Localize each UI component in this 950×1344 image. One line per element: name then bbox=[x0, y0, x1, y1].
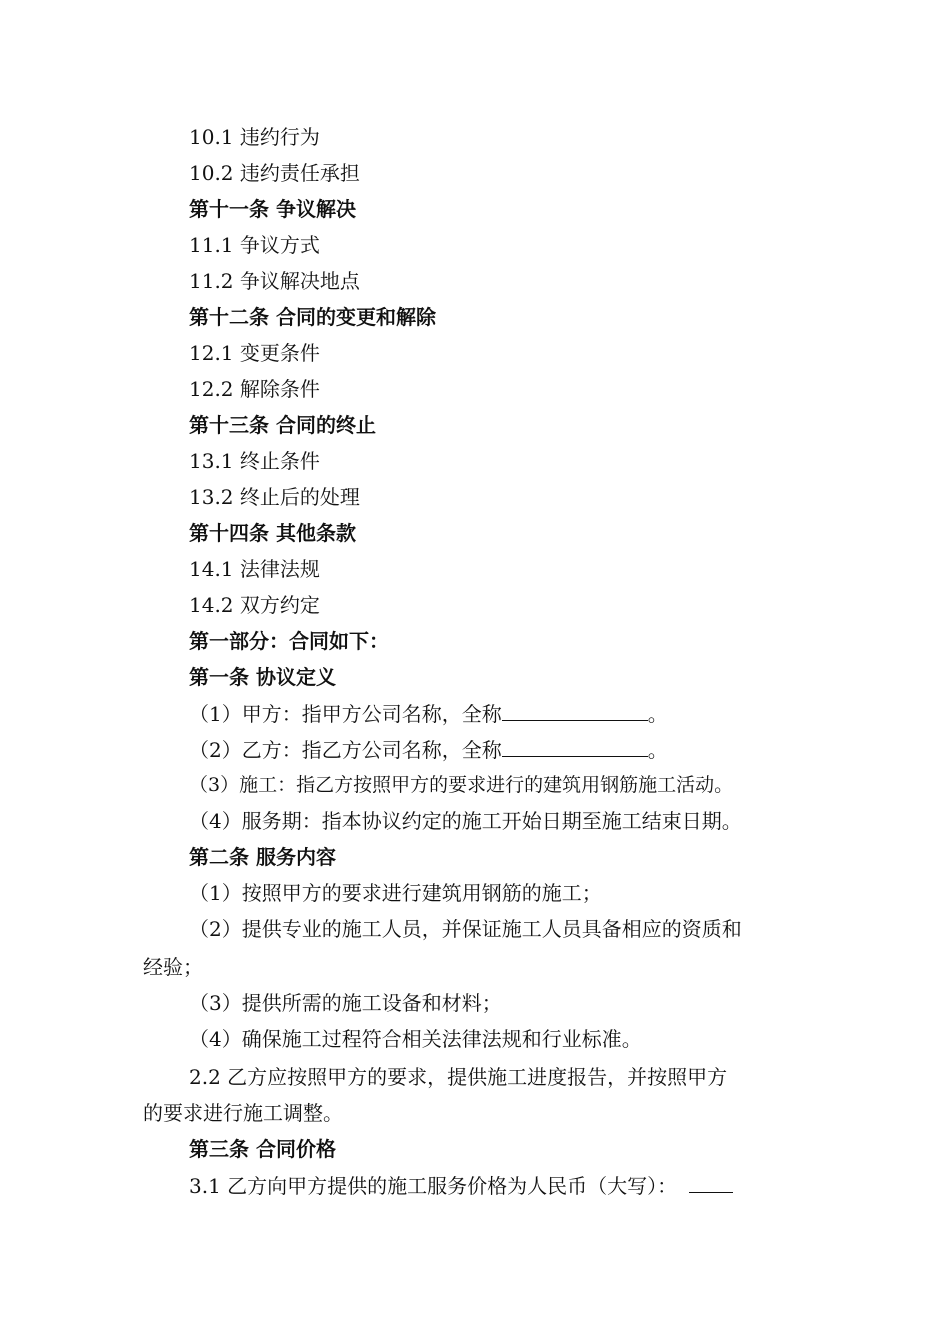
article-3-heading: 第三条 合同价格 bbox=[189, 1137, 336, 1161]
service-item-1: （1）按照甲方的要求进行建筑用钢筋的施工； bbox=[189, 881, 602, 905]
article-2-heading: 第二条 服务内容 bbox=[189, 845, 336, 869]
clause-10-1: 10.1 违约行为 bbox=[189, 125, 320, 149]
part-one-heading: 第一部分：合同如下： bbox=[189, 629, 389, 653]
definition-service-period: （4）服务期：指本协议约定的施工开始日期至施工结束日期。 bbox=[189, 809, 742, 833]
clause-11-1: 11.1 争议方式 bbox=[189, 233, 320, 257]
definition-construction: （3）施工：指乙方按照甲方的要求进行的建筑用钢筋施工活动。 bbox=[189, 774, 734, 796]
definition-party-a-text: （1）甲方：指甲方公司名称，全称 bbox=[189, 702, 502, 726]
clause-10-2: 10.2 违约责任承担 bbox=[189, 161, 360, 185]
clause-14-2: 14.2 双方约定 bbox=[189, 593, 320, 617]
clause-3-1 bbox=[189, 1172, 733, 1199]
clause-12-2: 12.2 解除条件 bbox=[189, 377, 320, 401]
article-1-heading: 第一条 协议定义 bbox=[189, 665, 336, 689]
price-uppercase-blank[interactable] bbox=[689, 1172, 733, 1193]
clause-14-1: 14.1 法律法规 bbox=[189, 557, 320, 581]
clause-13-1: 13.1 终止条件 bbox=[189, 449, 320, 473]
service-item-3: （3）提供所需的施工设备和材料； bbox=[189, 991, 502, 1015]
clause-2-2: 2.2 乙方应按照甲方的要求，提供施工进度报告，并按照甲方 bbox=[189, 1065, 728, 1089]
party-a-name-blank[interactable] bbox=[502, 700, 648, 721]
service-item-2-continued: 经验； bbox=[143, 955, 203, 979]
article-11-heading: 第十一条 争议解决 bbox=[189, 197, 356, 221]
article-13-heading: 第十三条 合同的终止 bbox=[189, 413, 376, 437]
clause-13-2: 13.2 终止后的处理 bbox=[189, 485, 360, 509]
service-item-4: （4）确保施工过程符合相关法律法规和行业标准。 bbox=[189, 1027, 642, 1051]
definition-party-a bbox=[189, 700, 668, 727]
definition-party-b bbox=[189, 736, 668, 763]
clause-12-1: 12.1 变更条件 bbox=[189, 341, 320, 365]
article-12-heading: 第十二条 合同的变更和解除 bbox=[189, 305, 436, 329]
definition-party-b-text: （2）乙方：指乙方公司名称，全称 bbox=[189, 738, 502, 762]
party-b-name-blank[interactable] bbox=[502, 736, 648, 757]
clause-2-2-continued: 的要求进行施工调整。 bbox=[143, 1101, 343, 1125]
article-14-heading: 第十四条 其他条款 bbox=[189, 521, 356, 545]
definition-party-a-end: 。 bbox=[647, 702, 668, 726]
clause-11-2: 11.2 争议解决地点 bbox=[189, 269, 360, 293]
clause-3-1-text: 3.1 乙方向甲方提供的施工服务价格为人民币（大写）： bbox=[189, 1174, 678, 1198]
definition-party-b-end: 。 bbox=[647, 738, 668, 762]
service-item-2: （2）提供专业的施工人员，并保证施工人员具备相应的资质和 bbox=[189, 917, 742, 941]
